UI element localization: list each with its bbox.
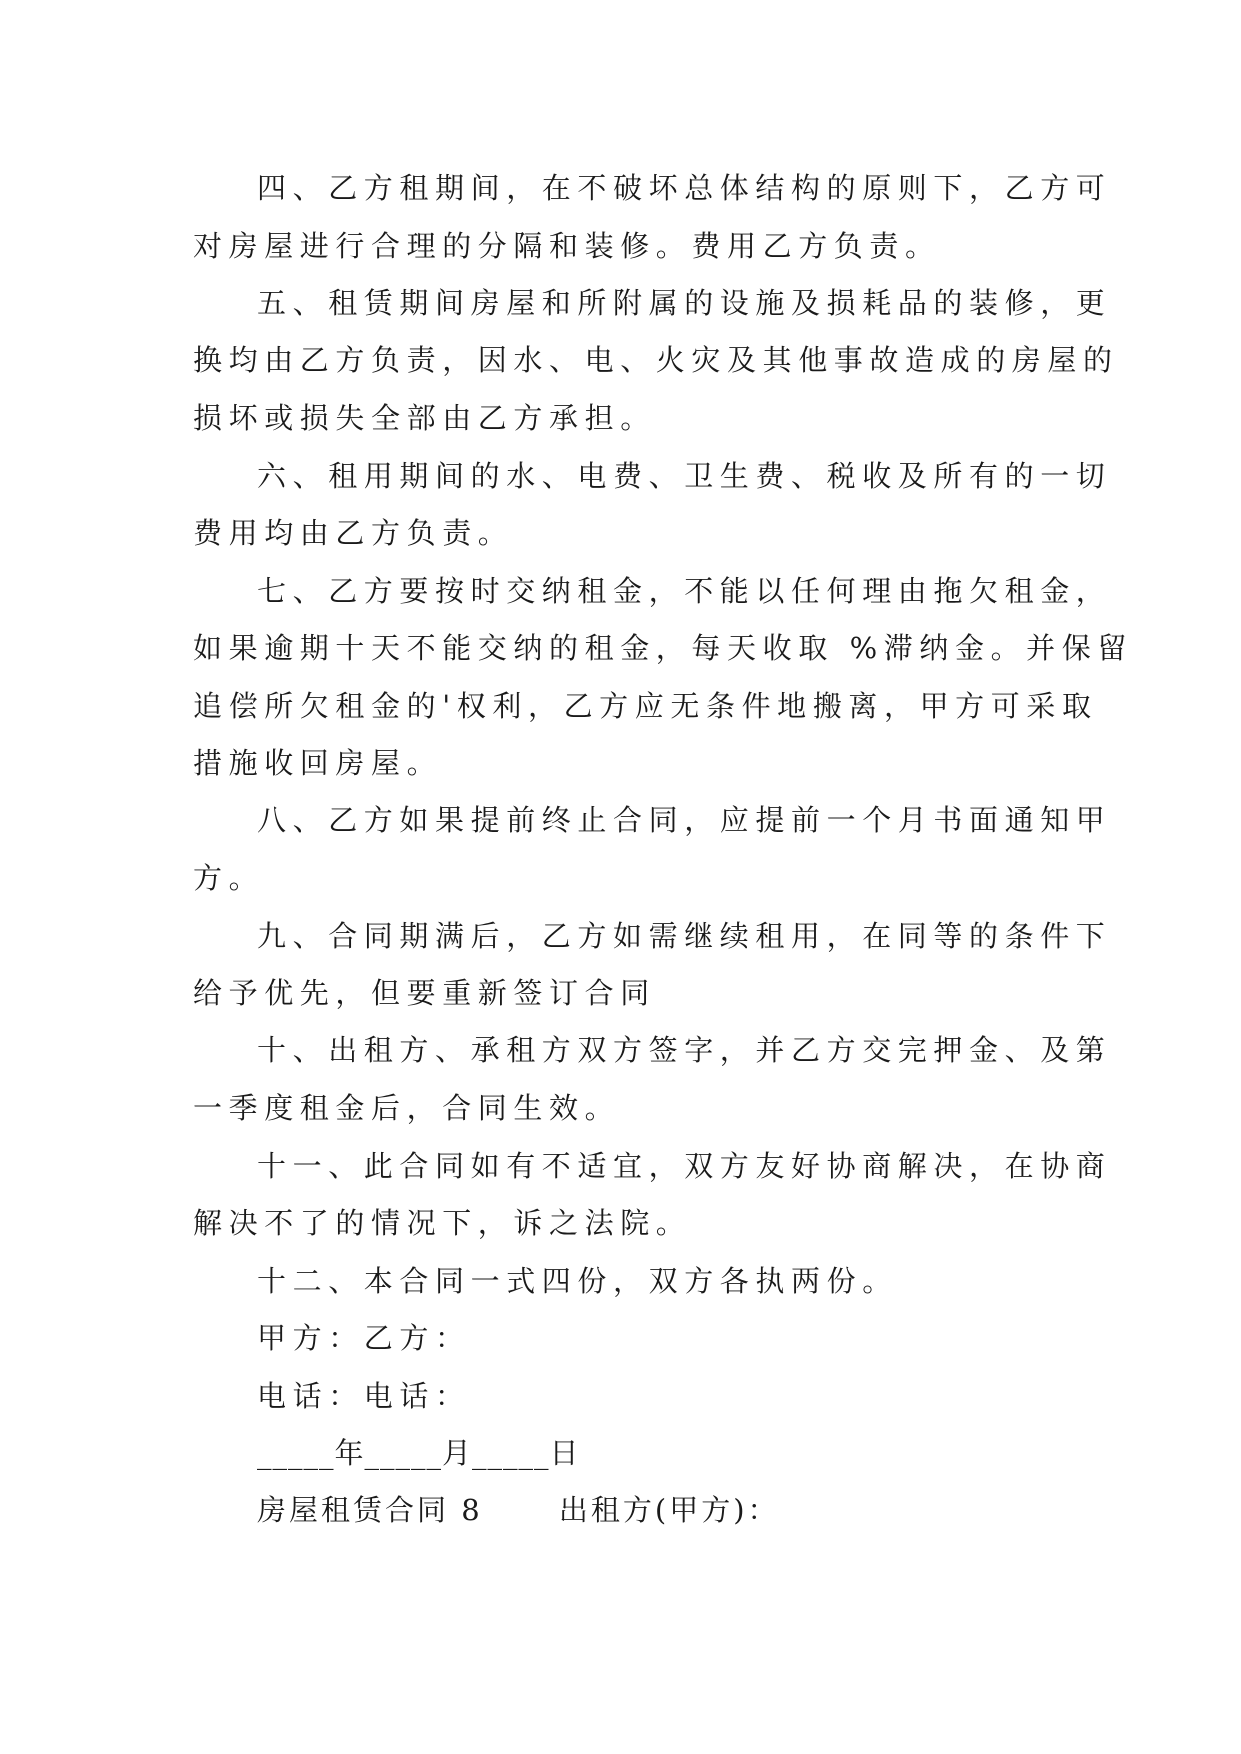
clause-12-line-1: 十二、本合同一式四份，双方各执两份。 [257,1264,898,1298]
clause-7-line-1: 七、乙方要按时交纳租金，不能以任何理由拖欠租金， [257,574,1112,608]
clause-5-line-2: 换均由乙方负责，因水、电、火灾及其他事故造成的房屋的 [193,343,1119,377]
clause-8-line-1: 八、乙方如果提前终止合同，应提前一个月书面通知甲 [257,803,1112,837]
next-contract-heading: 房屋租赁合同 8 出租方(甲方)： [257,1493,780,1527]
clause-7-line-4: 措施收回房屋。 [193,746,443,780]
party-signature-line: 甲方：乙方： [257,1321,471,1355]
phone-line: 电话：电话： [257,1379,471,1413]
clause-5-line-1: 五、租赁期间房屋和所附属的设施及损耗品的装修，更 [257,286,1112,320]
clause-6-line-2: 费用均由乙方负责。 [193,516,514,550]
clause-9-line-2: 给予优先，但要重新签订合同 [193,976,656,1010]
clause-9-line-1: 九、合同期满后，乙方如需继续租用，在同等的条件下 [257,919,1112,953]
clause-7-line-2: 如果逾期十天不能交纳的租金，每天收取 %滞纳金。并保留 [193,631,1133,665]
clause-4-line-2: 对房屋进行合理的分隔和装修。费用乙方负责。 [193,229,941,263]
clause-10-line-1: 十、出租方、承租方双方签字，并乙方交完押金、及第 [257,1033,1112,1067]
clause-8-line-2: 方。 [193,861,265,895]
clause-11-line-1: 十一、此合同如有不适宜，双方友好协商解决，在协商 [257,1149,1112,1183]
clause-7-line-3: 追偿所欠租金的'权利，乙方应无条件地搬离，甲方可采取 [193,689,1098,723]
clause-5-line-3: 损坏或损失全部由乙方承担。 [193,401,656,435]
clause-6-line-1: 六、租用期间的水、电费、卫生费、税收及所有的一切 [257,459,1112,493]
clause-4-line-1: 四、乙方租期间，在不破坏总体结构的原则下，乙方可 [257,171,1112,205]
clause-10-line-2: 一季度租金后，合同生效。 [193,1091,621,1125]
clause-11-line-2: 解决不了的情况下，诉之法院。 [193,1206,692,1240]
date-line: _____年_____月_____日 [257,1436,580,1470]
